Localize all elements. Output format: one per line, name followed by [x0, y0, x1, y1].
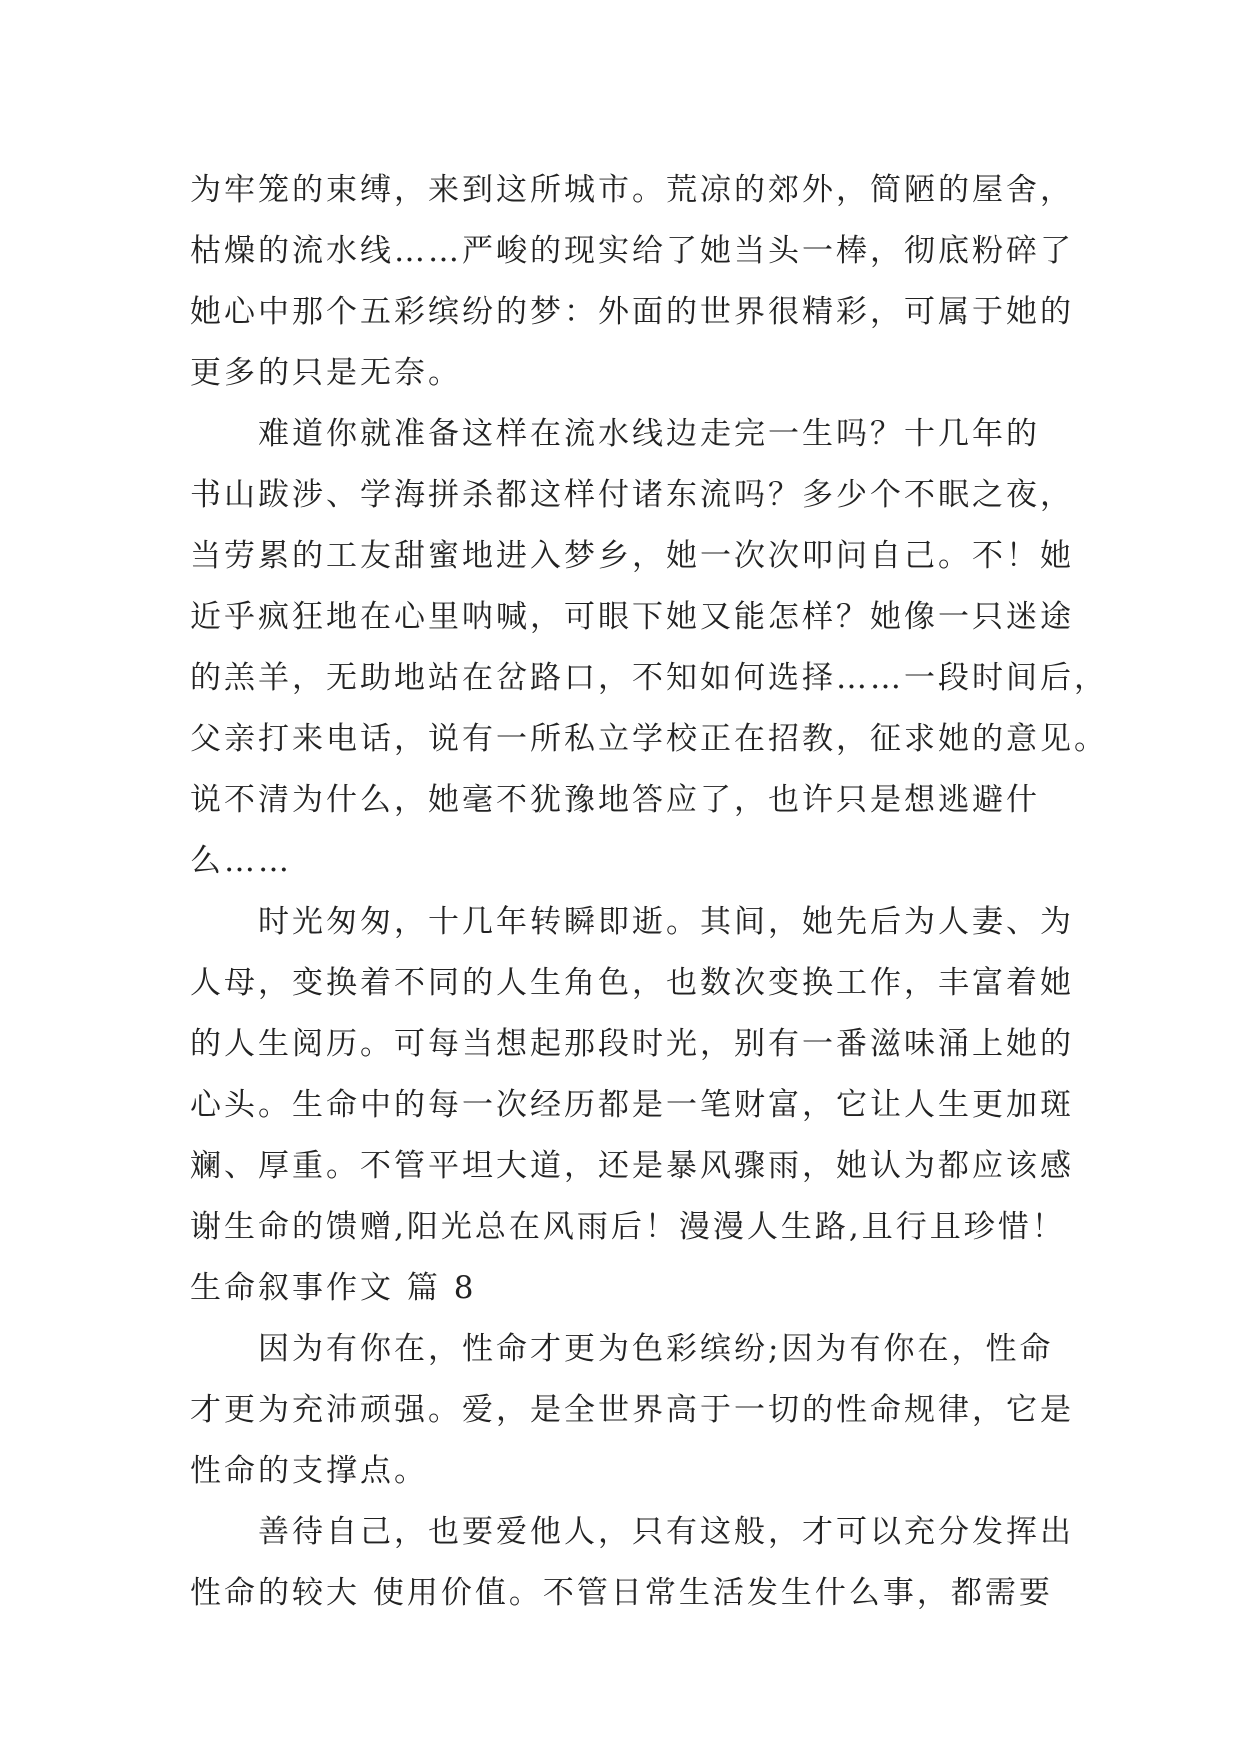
text-line: 枯燥的流水线……严峻的现实给了她当头一棒，彻底粉碎了 — [190, 233, 1074, 269]
text-line: 善待自己，也要爱他人，只有这般，才可以充分发挥出 — [258, 1514, 1074, 1550]
text-line: 斓、厚重。不管平坦大道，还是暴风骤雨，她认为都应该感 — [190, 1148, 1074, 1184]
text-line: 为牢笼的束缚，来到这所城市。荒凉的郊外，简陋的屋舍， — [190, 172, 1074, 208]
heading-text: 生命叙事作文 篇 8 — [190, 1270, 477, 1306]
paragraph-1 — [190, 160, 1074, 404]
text-line: 才更为充沛顽强。爱，是全世界高于一切的性命规律，它是 — [190, 1392, 1074, 1428]
text-line: 性命的较大 使用价值。不管日常生活发生什么事，都需要 — [190, 1575, 1053, 1611]
text-line: 难道你就准备这样在流水线边走完一生吗？十几年的 — [258, 416, 1040, 452]
paragraph-5 — [190, 1502, 1074, 1624]
text-line: 父亲打来电话，说有一所私立学校正在招教，征求她的意见。 — [190, 721, 1108, 757]
text-line: 书山跋涉、学海拼杀都这样付诸东流吗？多少个不眠之夜， — [190, 477, 1074, 513]
text-line: 的羔羊，无助地站在岔路口，不知如何选择……一段时间后， — [190, 660, 1108, 696]
text-line: 时光匆匆，十几年转瞬即逝。其间，她先后为人妻、为 — [258, 904, 1074, 940]
text-line: 她心中那个五彩缤纷的梦：外面的世界很精彩，可属于她的 — [190, 294, 1074, 330]
text-line: 当劳累的工友甜蜜地进入梦乡，她一次次叩问自己。不！她 — [190, 538, 1074, 574]
text-line: 说不清为什么，她毫不犹豫地答应了，也许只是想逃避什 — [190, 782, 1040, 818]
section-heading — [190, 1258, 1060, 1319]
text-line: 近乎疯狂地在心里呐喊，可眼下她又能怎样？她像一只迷途 — [190, 599, 1074, 635]
text-line: 因为有你在，性命才更为色彩缤纷;因为有你在，性命 — [258, 1331, 1054, 1367]
text-line: 性命的支撑点。 — [190, 1453, 428, 1489]
paragraph-4 — [190, 1319, 1074, 1502]
paragraph-2 — [190, 404, 1108, 892]
text-line: 人母，变换着不同的人生角色，也数次变换工作，丰富着她 — [190, 965, 1074, 1001]
paragraph-3 — [190, 892, 1074, 1258]
text-line: 心头。生命中的每一次经历都是一笔财富，它让人生更加斑 — [190, 1087, 1074, 1123]
document-body — [190, 160, 1108, 1624]
text-line: 么…… — [190, 843, 292, 879]
text-line: 谢生命的馈赠,阳光总在风雨后！漫漫人生路,且行且珍惜！ — [190, 1209, 1066, 1245]
text-line: 的人生阅历。可每当想起那段时光，别有一番滋味涌上她的 — [190, 1026, 1074, 1062]
text-line: 更多的只是无奈。 — [190, 355, 462, 391]
